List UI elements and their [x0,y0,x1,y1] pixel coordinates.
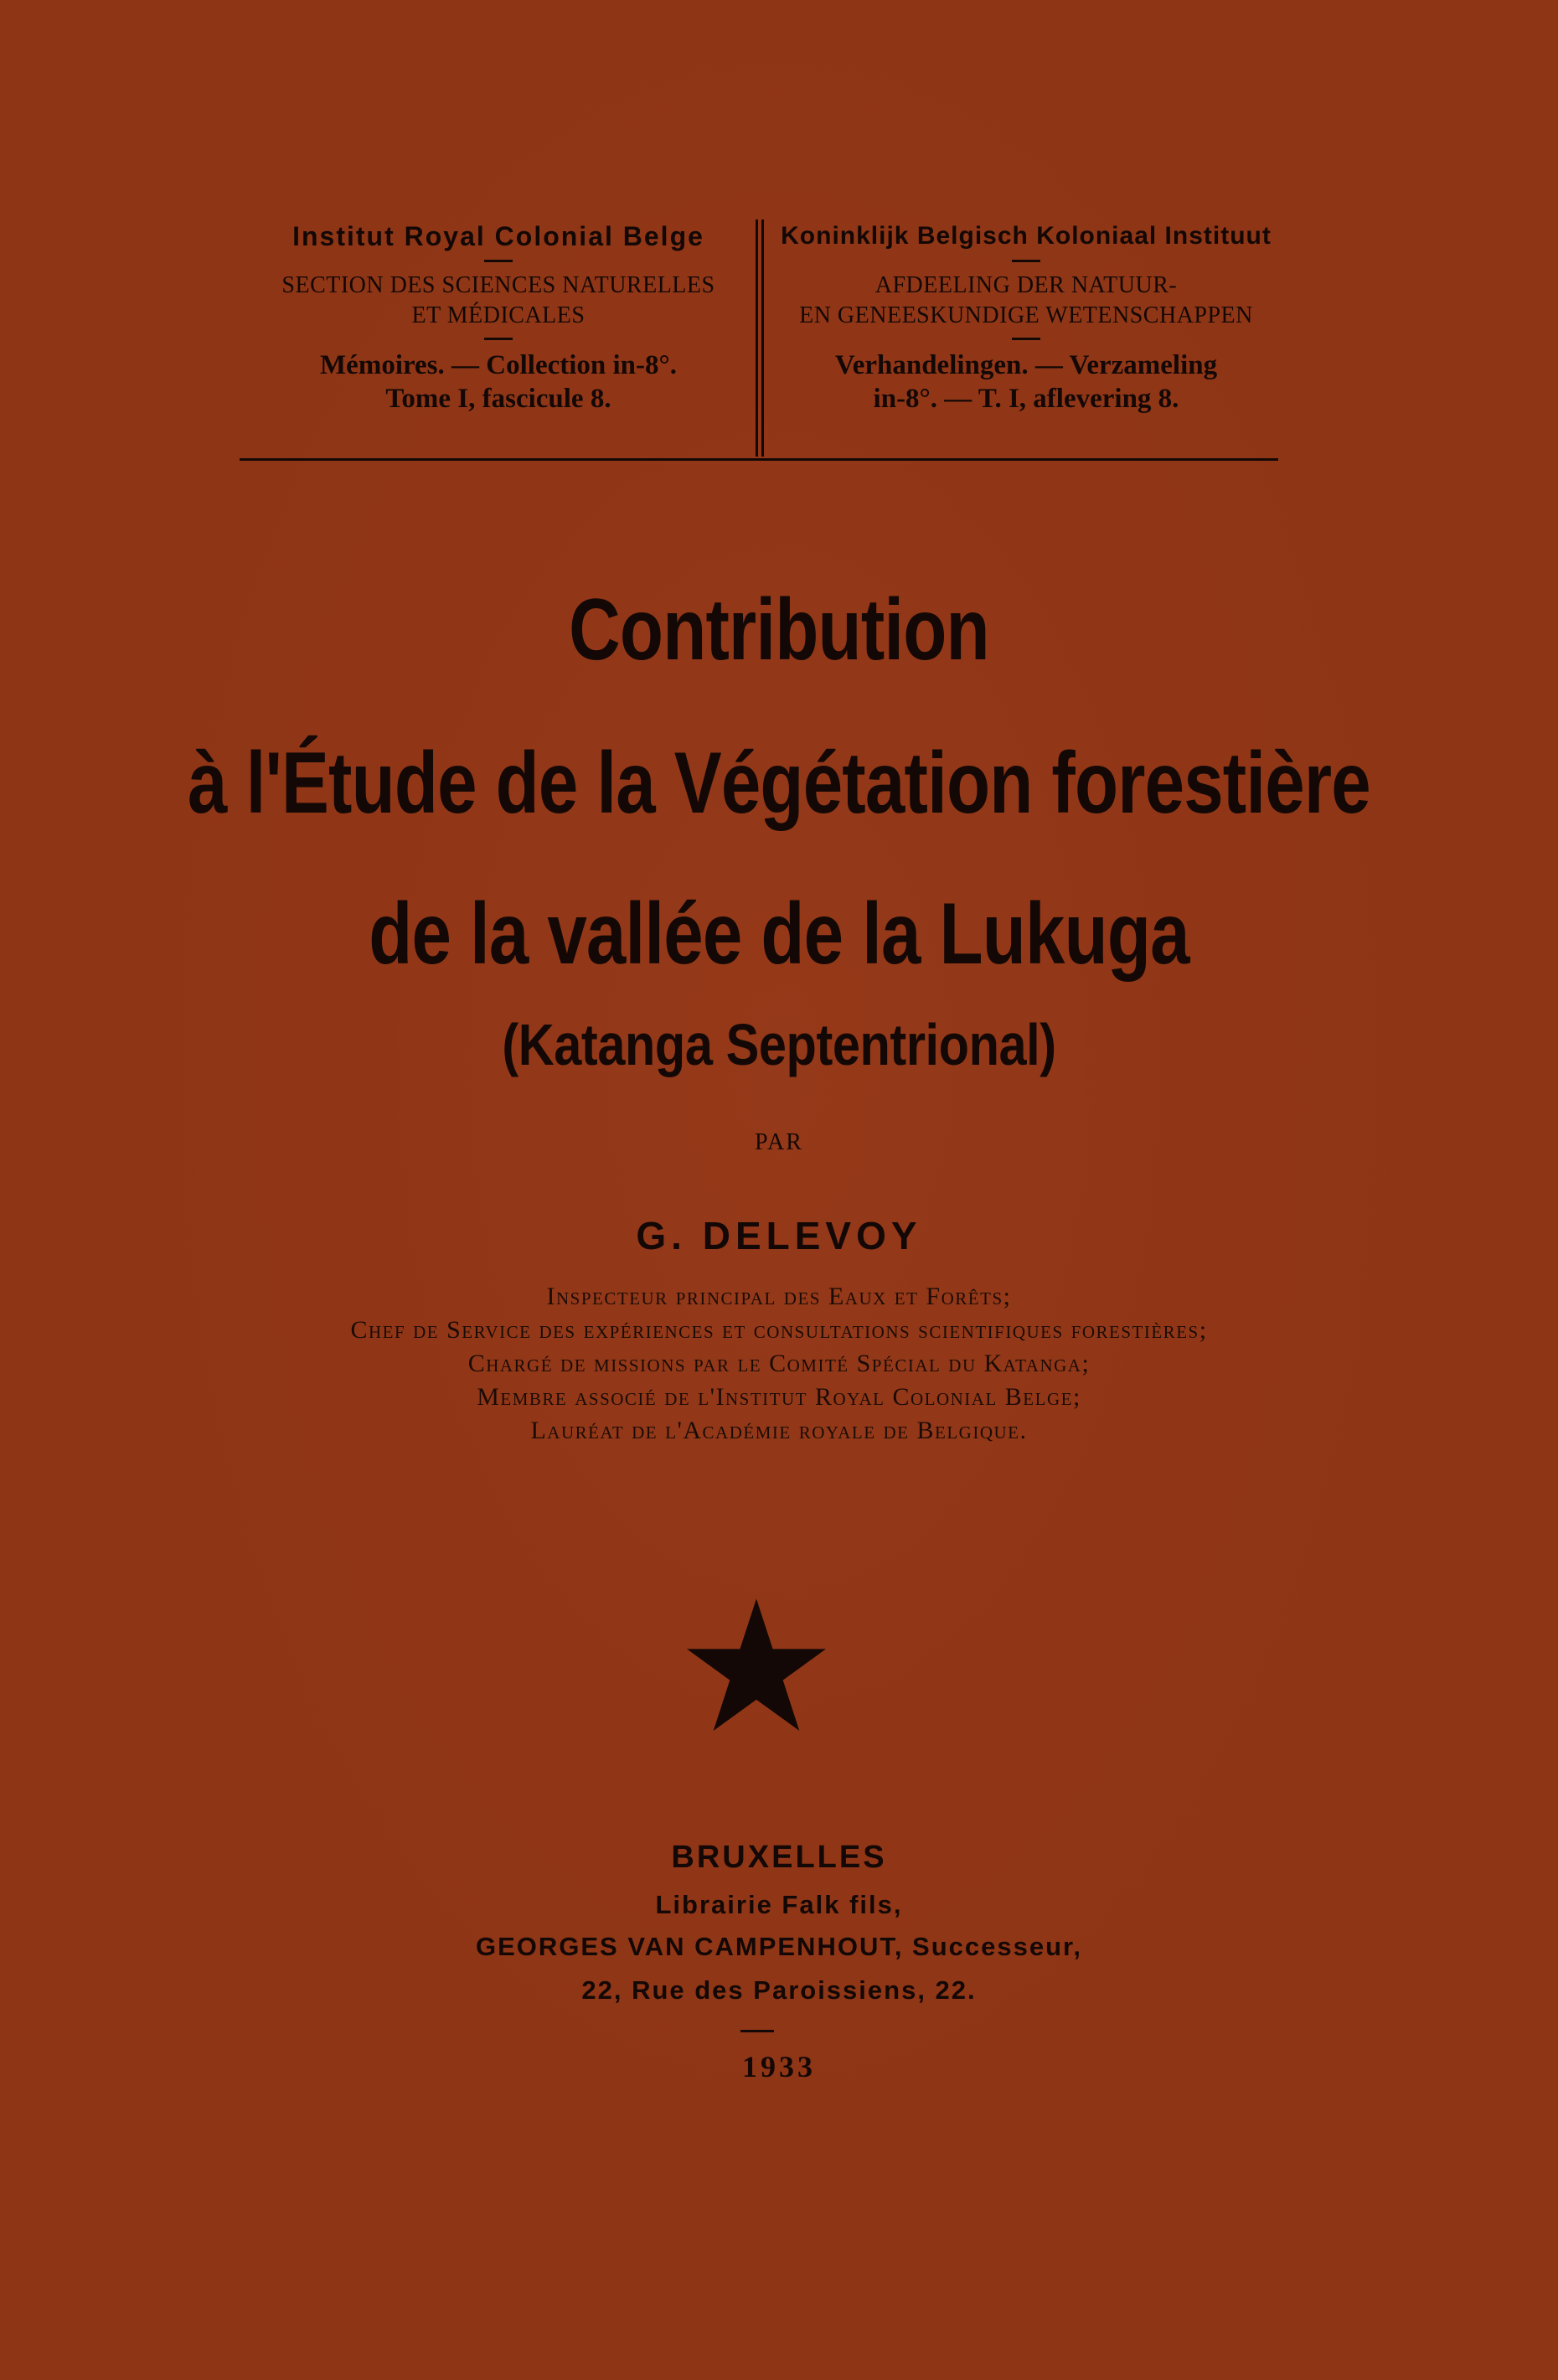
star-icon [687,1598,826,1732]
title-line-3: de la vallée de la Lukuga [369,885,1189,983]
credential-line: Membre associé de l'Institut Royal Colonial Belge; [477,1383,1081,1411]
title-line-1: Contribution [569,581,989,679]
section-name-fr: SECTION DES SCIENCES NATURELLES ET MÉDICALES [281,272,715,328]
author-credentials [0,1280,1558,1448]
imprint-address: 22, Rue des Paroissiens, 22. [581,1975,977,2005]
credential-line: Chef de Service des expériences et consultations scientifiques forestières; [350,1316,1208,1344]
title-line-2: à l'Étude de la Végétation forestière [188,735,1370,832]
subtitle: (Katanga Septentrional) [502,1012,1056,1077]
imprint-city: BRUXELLES [671,1840,887,1875]
institute-name-nl: Koninklijk Belgisch Koloniaal Instituut [781,222,1272,250]
collection-info-fr: Mémoires. — Collection in-8°. Tome I, fascicule 8. [320,350,677,414]
imprint-successor: GEORGES VAN CAMPENHOUT, Successeur, [475,1932,1083,1961]
credential-line: Chargé de missions par le Comité Spécial du Katanga; [467,1350,1091,1377]
divider-dash [740,2030,774,2032]
divider-dash [484,338,513,340]
collection-info-nl: Verhandelingen. — Verzameling in-8°. — T. I, aflevering 8. [834,350,1218,414]
publication-header [243,219,1282,462]
institute-name-fr: Institut Royal Colonial Belge [292,221,704,251]
credential-line: Inspecteur principal des Eaux et Forêts; [546,1283,1012,1310]
header-column-divider [756,219,764,457]
publication-year: 1933 [742,2050,816,2083]
section-name-nl: AFDEELING DER NATUUR- EN GENEESKUNDIGE WETENSCHAPPEN [799,272,1253,328]
by-label: PAR [755,1129,803,1155]
header-dutch [771,219,1282,416]
imprint-publisher: Librairie Falk fils, [655,1890,903,1919]
credential-line: Lauréat de l'Académie royale de Belgique. [530,1417,1028,1444]
header-french [243,219,754,416]
header-rule [240,458,1278,461]
author-name: G. DELEVOY [636,1214,922,1257]
divider-dash [1012,338,1040,340]
divider-dash [1012,260,1040,262]
divider-dash [484,260,513,262]
